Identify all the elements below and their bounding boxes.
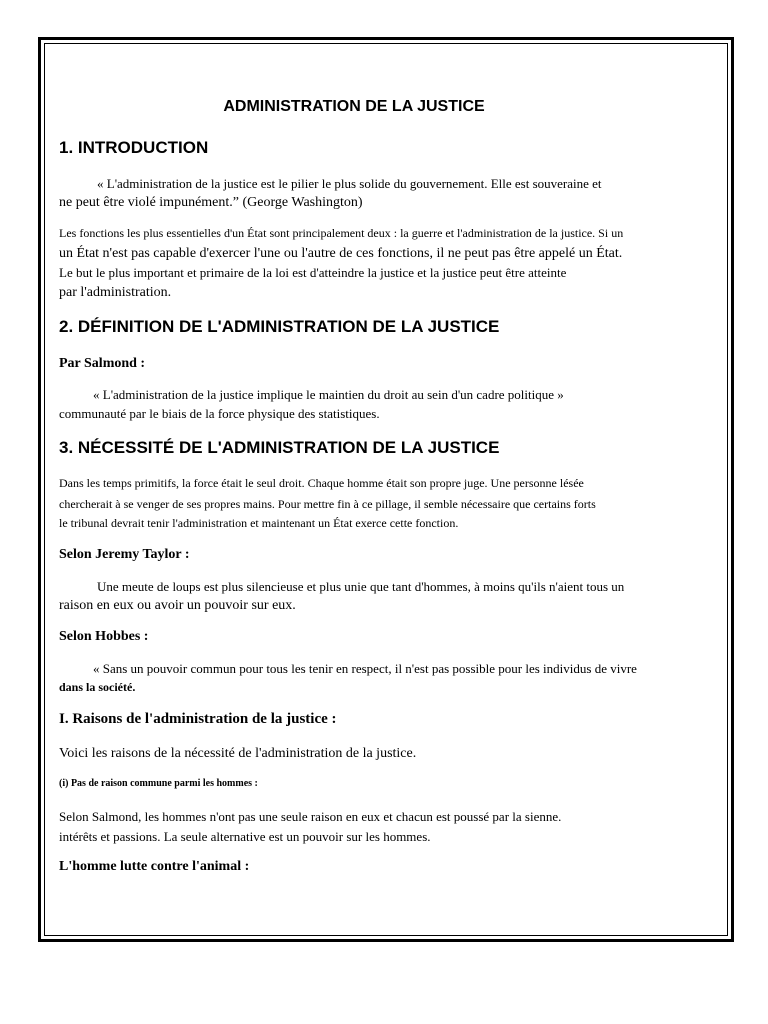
necessity-paragraph-line-2: chercherait à se venger de ses propres mains. Pour mettre fin à ce pillage, il semble nécessaire que certains forts (59, 497, 596, 511)
hobbes-quote-line-1: « Sans un pouvoir commun pour tous les tenir en respect, il n'est pas possible pour les individus de vivre (93, 661, 637, 676)
reason-1-line-1: Selon Salmond, les hommes n'ont pas une seule raison en eux et chacun est poussé par la sienne. (59, 809, 562, 824)
taylor-quote-line-1: Une meute de loups est plus silencieuse et plus unie que tant d'hommes, à moins qu'ils n'aient tous un (97, 579, 625, 594)
intro-quote-line-1: « L'administration de la justice est le pilier le plus solide du gouvernement. Elle est souveraine et (97, 176, 602, 191)
reasons-intro: Voici les raisons de la nécessité de l'administration de la justice. (59, 746, 417, 761)
section-definition-heading: 2. DÉFINITION DE L'ADMINISTRATION DE LA JUSTICE (59, 317, 500, 336)
hobbes-subheading: Selon Hobbes : (59, 629, 149, 644)
salmond-subheading: Par Salmond : (59, 356, 146, 371)
reasons-heading: I. Raisons de l'administration de la justice : (59, 711, 337, 727)
reason-1-heading: (i) Pas de raison commune parmi les hommes : (59, 778, 258, 789)
definition-quote-line-1: « L'administration de la justice implique le maintien du droit au sein d'un cadre politique » (93, 387, 564, 402)
definition-quote-line-2: communauté par le biais de la force physique des statistiques. (59, 406, 380, 421)
taylor-subheading: Selon Jeremy Taylor : (59, 547, 190, 562)
section-introduction-heading: 1. INTRODUCTION (59, 138, 209, 157)
intro-paragraph-line-2: un État n'est pas capable d'exercer l'une ou l'autre de ces fonctions, il ne peut pas être appelé un État. (59, 246, 623, 261)
section-necessity-heading: 3. NÉCESSITÉ DE L'ADMINISTRATION DE LA JUSTICE (59, 438, 500, 457)
reason-1-line-2: intérêts et passions. La seule alternative est un pouvoir sur les hommes. (59, 829, 431, 844)
page-title: ADMINISTRATION DE LA JUSTICE (223, 98, 485, 115)
man-vs-animal-subheading: L'homme lutte contre l'animal : (59, 859, 250, 874)
taylor-quote-line-2: raison en eux ou avoir un pouvoir sur eux. (59, 598, 296, 613)
hobbes-quote-line-2: dans la société. (59, 680, 136, 694)
necessity-paragraph-line-3: le tribunal devrait tenir l'administration et maintenant un État exerce cette fonction. (59, 516, 459, 530)
necessity-paragraph-line-1: Dans les temps primitifs, la force était le seul droit. Chaque homme était son propre juge. Une personne lésée (59, 476, 584, 490)
intro-quote-line-2: ne peut être violé impunément.” (George Washington) (59, 195, 363, 210)
intro-paragraph-line-4: par l'administration. (59, 285, 172, 300)
intro-paragraph-line-3: Le but le plus important et primaire de la loi est d'atteindre la justice et la justice peut être atteinte (59, 265, 567, 280)
intro-paragraph-line-1: Les fonctions les plus essentielles d'un État sont principalement deux : la guerre et l'administration de la justice. Si un (59, 226, 624, 240)
